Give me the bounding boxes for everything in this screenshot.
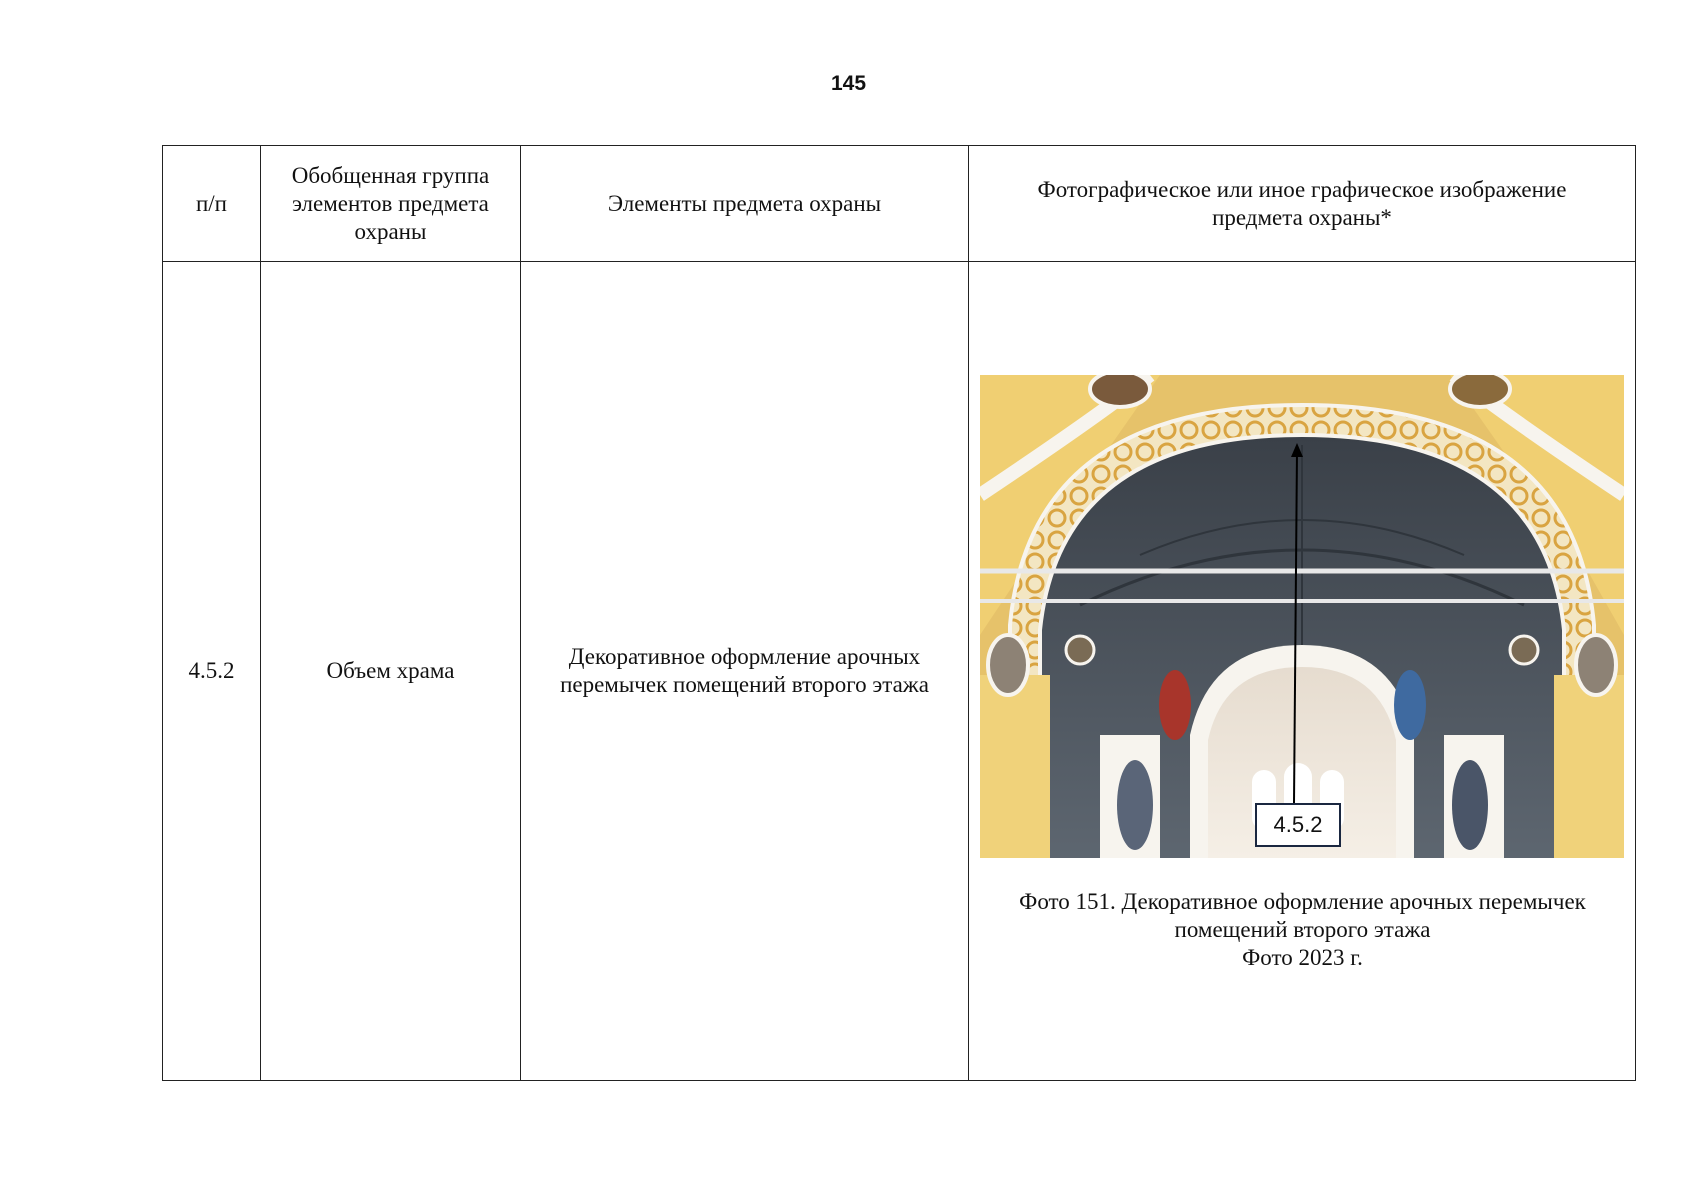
- table-row: [163, 262, 1636, 1081]
- photo-caption-line: Фото 2023 г.: [1242, 945, 1363, 970]
- header-photo-line: Фотографическое или иное графическое изображение: [1037, 176, 1567, 202]
- row-element: [521, 262, 969, 1081]
- header-group-line: элементов предмета: [292, 190, 489, 216]
- church-arch-illustration: [980, 375, 1624, 858]
- photo-caption: [969, 888, 1636, 972]
- header-photo: [969, 146, 1636, 262]
- row-photo-cell: [969, 262, 1636, 1081]
- page-number: 145: [830, 72, 867, 95]
- row-element-line: Декоративное оформление арочных: [568, 644, 921, 669]
- header-photo-line: предмета охраны*: [1212, 204, 1392, 230]
- header-number: п/п: [163, 146, 261, 262]
- protection-elements-table: [162, 145, 1636, 1081]
- photo-callout-label: 4.5.2: [1255, 803, 1341, 847]
- header-group: [261, 146, 521, 262]
- row-group: Объем храма: [261, 262, 521, 1081]
- header-elements: Элементы предмета охраны: [521, 146, 969, 262]
- table-header-row: [163, 146, 1636, 262]
- header-group-line: Обобщенная группа: [291, 162, 490, 188]
- row-element-line: перемычек помещений второго этажа: [560, 672, 929, 697]
- photo-caption-line: Фото 151. Декоративное оформление арочных перемычек: [1019, 889, 1586, 914]
- header-group-line: охраны: [354, 218, 427, 244]
- row-number: 4.5.2: [163, 262, 261, 1081]
- photo-caption-line: помещений второго этажа: [1174, 917, 1431, 942]
- church-arch-photo: [980, 375, 1624, 858]
